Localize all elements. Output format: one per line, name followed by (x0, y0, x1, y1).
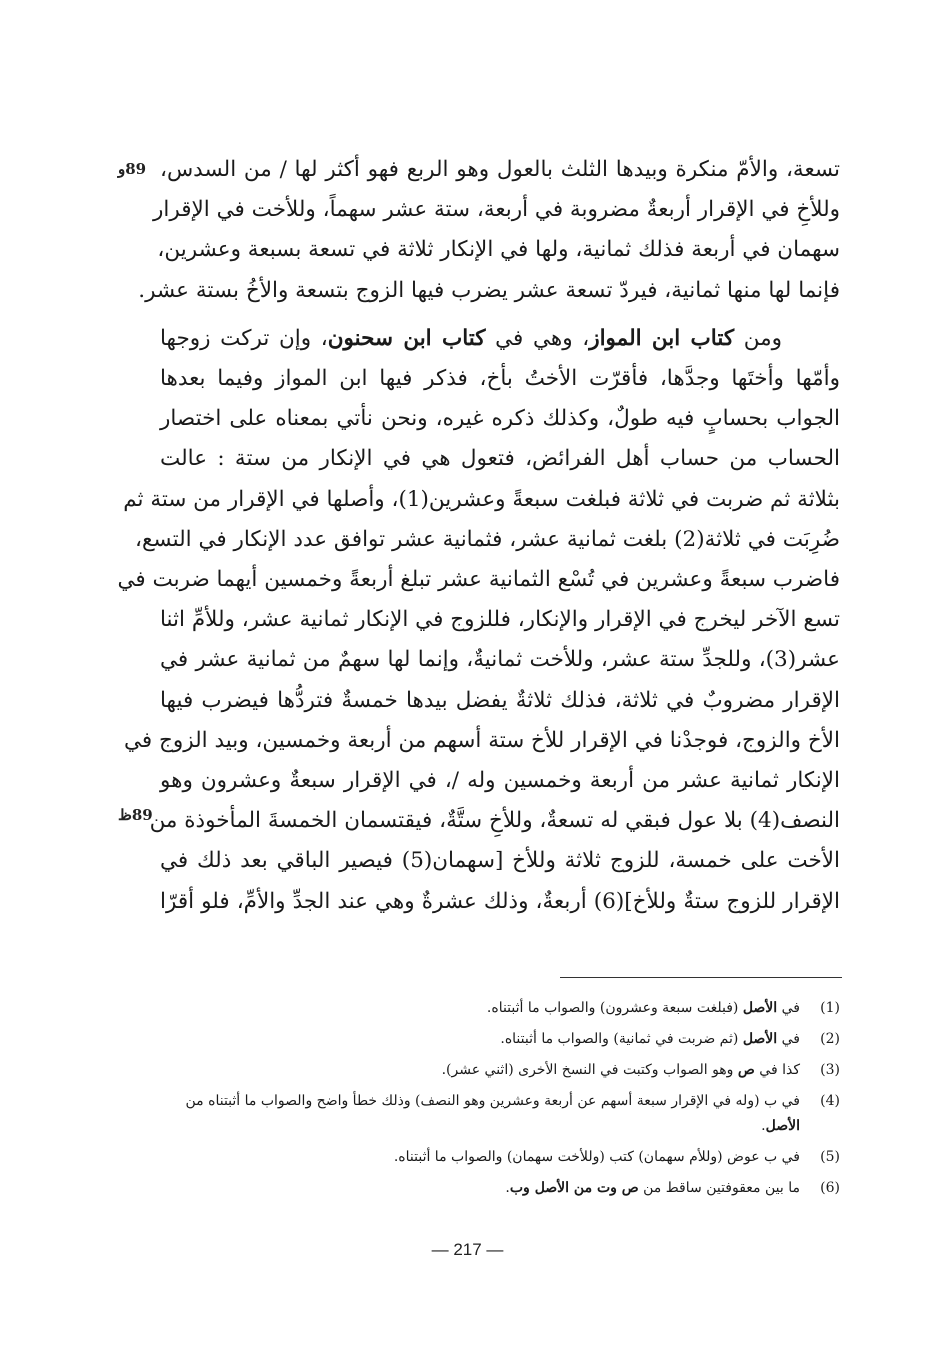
text-line: سهمان في أربعة فذلك ثمانية، ولها في الإنكار ثلاثة في تسعة بسبعة وعشرين، (157, 237, 840, 263)
text-line: الحساب من حساب أهل الفرائض، فتعول هي في الإنكار من ستة : عالت (160, 446, 840, 472)
text-line: الأخت على خمسة، للزوج ثلاثة وللأخ [سهمان(5) فيصير الباقي بعد ذلك في (160, 848, 840, 874)
footnote-divider (560, 977, 842, 978)
text-fragment: في (777, 1031, 800, 1047)
text-line: الإقرار للزوج ستةٌ وللأخ](6) أربعةٌ، وذلك عشرةٌ وهي عند الجدِّ والأمِّ، فلو أقرّا (160, 888, 840, 914)
text-line: عشر(3)، وللجدِّ ستة عشر، وللأخت ثمانيةٌ، وإنما لها سهمٌ من ثمانية عشر في (160, 647, 840, 673)
text-fragment: . (505, 1180, 510, 1196)
text-fragment: ما بين معقوفتين ساقط من (638, 1180, 800, 1196)
text-fragment: كذا في (754, 1062, 800, 1078)
text-line: تسع الآخر ليخرج في الإقرار والإنكار، فللزوج في الإنكار ثمانية عشر، وللأمِّ اثنا (160, 607, 840, 633)
text-line: النصف(4) بلا عول فبقي له تسعةٌ، وللأخِ ستَّةٌ، فيقتسمان الخمسةَ المأخوذة من (149, 808, 840, 834)
text-fragment: وهو الصواب وكتبت في النسخ الأخرى (اثني عشر). (441, 1062, 738, 1078)
text-line: تسعة، والأمّ منكرة وبيدها الثلث بالعول وهو الربع فهو أكثر لها / من السدس، (160, 157, 840, 182)
text-line: فإنما لها منها ثمانية، فيردّ تسعة عشر يضرب فيها الزوج بتسعة والأخُ بستة عشر. (138, 277, 840, 303)
text-line: الأخ والزوج، فوجدْنا في الإقرار للأخ ستة أسهم من أربعة وخمسين، وبيد الزوج في (123, 727, 840, 753)
footnote-number: (3) (820, 1062, 840, 1078)
footnote (160, 1089, 840, 1139)
footnote (160, 1058, 840, 1083)
footnote-text (160, 1027, 800, 1052)
text-line: بثلاثة ثم ضربت في ثلاثة فبلغت سبعةً وعشرين(1)، وأصلها في الإقرار من ستة ثم (123, 486, 840, 512)
text-fragment: (ثم ضربت في ثمانية) والصواب ما أثبتناه. (500, 1031, 743, 1047)
footnote-bold: الأصل (742, 1000, 778, 1016)
footnote (160, 1027, 840, 1052)
text-line: وللأخِ في الإقرار أربعةٌ مضروبة في أربعة، ستة عشر سهماً، وللأخت في الإقرار (153, 197, 840, 223)
footnote (160, 1145, 840, 1170)
footnote-text (160, 1058, 800, 1083)
text-line: فاضرب سبعةً وعشرين في تُسْع الثمانية عشر تبلغ أربعةً وخمسين أيهما ضربت في (117, 567, 840, 593)
footnote-text (160, 1089, 800, 1139)
text-fragment: في (777, 1000, 800, 1016)
text-line: وأمّها وأختَها وجدَّها، فأقرّت الأختُ بأخ، فذكر فيها ابن المواز وفيما بعدها (160, 366, 840, 392)
text-fragment: في ب (وله في الإقرار سبعة أسهم عن أربعة وعشرين وهو النصف) وذلك خطأ واضح والصواب ما أثبتناه من (185, 1093, 800, 1109)
text-fragment: ، وهي في (485, 325, 590, 351)
footnote-bold: ص وت من الأصل وب (509, 1180, 639, 1196)
footnote-bold: الأصل (765, 1118, 800, 1134)
text-line: الإقرار مضروبٌ في ثلاثة، فذلك ثلاثةٌ يفضل بيدها خمسةٌ فتردُّها فيضرب فيها (160, 687, 840, 713)
folio-marker-recto: 89و (118, 160, 147, 178)
footnote-number: (2) (820, 1031, 840, 1047)
page-number: — 217 — (431, 1240, 504, 1259)
footnote-text (160, 1145, 800, 1170)
footnote-bold: ص (737, 1062, 755, 1078)
footnote-number: (1) (820, 1000, 840, 1016)
footnote-number: (5) (820, 1149, 840, 1165)
footnote-text (160, 1176, 800, 1201)
footnote-number: (6) (820, 1180, 840, 1196)
footnote (160, 1176, 840, 1201)
text-fragment: ، وإن تركت زوجها (160, 325, 328, 351)
text-line-first (160, 319, 840, 359)
text-line: الإنكار ثمانية عشر من أربعة وخمسين وله /، في الإقرار سبعةٌ وعشرون وهو (160, 768, 840, 794)
folio-marker-verso: 89ظ (118, 806, 153, 824)
text-fragment: ومن (734, 325, 782, 351)
text-fragment: في ب عوض (وللأم سهمان) كتب (وللأخت سهمان) والصواب ما أثبتناه. (393, 1149, 800, 1165)
footnotes (160, 996, 840, 1207)
text-fragment: . (761, 1118, 766, 1134)
text-line: ضُرِبَت في ثلاثة(2) بلغت ثمانية عشر، فثمانية عشر توافق عدد الإنكار في التسع، (135, 526, 840, 552)
book-title-bold: كتاب ابن المواز (589, 325, 735, 351)
footnote-bold: الأصل (742, 1031, 778, 1047)
footnote (160, 996, 840, 1021)
paragraph-1 (138, 150, 840, 311)
footnote-number: (4) (820, 1093, 840, 1109)
footnote-text (160, 996, 800, 1021)
book-title-bold: كتاب ابن سحنون (327, 325, 486, 351)
text-fragment: (فبلغت سبعة وعشرون) والصواب ما أثبتناه. (486, 1000, 743, 1016)
text-line: الجواب بحسابٍ فيه طولٌ، وكذلك ذكره غيره، ونحن نأتي بمعناه على اختصار (160, 406, 840, 432)
